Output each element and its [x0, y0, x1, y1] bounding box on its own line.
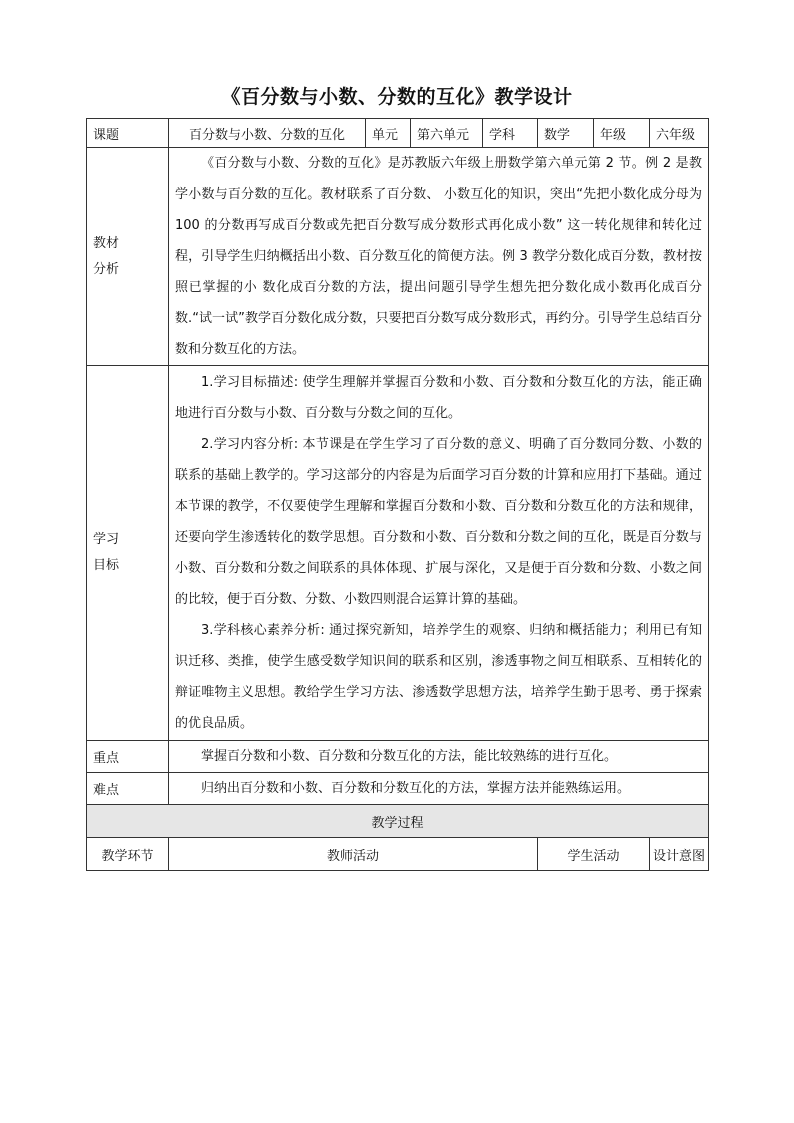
subject-label: 学科: [483, 119, 538, 148]
learning-goals-content: [169, 366, 709, 741]
learning-goal-paragraph-2: 2.学习内容分析: 本节课是在学生学习了百分数的意义、明确了百分数同分数、小数的联系的基础上教学的。学习这部分的内容是为后面学习百分数的计算和应用打下基础。通过本节课的教学，不仅要使学生理解和掌握百分数和小数、百分数和分数互化的方法和规律，还要向学生渗透转化的数学思想。百分数和小数、百分数和分数之间的互化，既是百分数与小数、百分数和分数之间联系的具体体现、扩展与深化，又是便于百分数和分数、小数之间的比较，便于百分数、分数、小数四则混合运算计算的基础。: [175, 437, 702, 607]
learning-goals-row: [87, 366, 709, 741]
unit-value: 第六单元: [411, 119, 483, 148]
process-columns-row: [87, 838, 709, 871]
topic-value: 百分数与小数、分数的互化: [169, 119, 366, 148]
material-analysis-row: [87, 148, 709, 366]
difficult-point-row: [87, 773, 709, 805]
topic-label: 课题: [87, 119, 169, 148]
material-analysis-content: [169, 148, 709, 366]
header-row: [87, 119, 709, 148]
subject-value: 数学: [538, 119, 594, 148]
key-point-content: [169, 741, 709, 773]
process-header-row: [87, 805, 709, 838]
lesson-plan-table: [86, 118, 709, 871]
process-column-stage: 教学环节: [87, 838, 169, 871]
material-analysis-label-line2: 分析: [93, 261, 120, 277]
grade-value: 六年级: [650, 119, 709, 148]
process-header: 教学过程: [87, 805, 709, 838]
process-column-student: 学生活动: [538, 838, 650, 871]
unit-label: 单元: [366, 119, 411, 148]
material-analysis-text: 《百分数与小数、分数的互化》是苏教版六年级上册数学第六单元第 2 节。例 2 是教学小数与百分数的互化。教材联系了百分数、 小数互化的知识，突出“先把小数化成分母为 100 的分数再写成百分数或先把百分数写成分数形式再化成小数” 这一转化规律和转化过程，引导学生归纳概括出小数、百分数互化的简便方法。例 3 教学分数化成百分数，教材按照已掌握的小 数化成百分数的方法，提出问题引导学生想先把分数化成小数再化成百分数.“试一试”教学百分数化成分数，只要把百分数写成分数形式，再约分。引导学生总结百分数和分数互化的方法。: [175, 156, 702, 357]
learning-goals-label: [87, 366, 169, 741]
learning-goals-label-line2: 目标: [93, 558, 120, 573]
document-title: 《百分数与小数、分数的互化》教学设计: [221, 86, 573, 108]
difficult-point-content: [169, 773, 709, 805]
key-point-label: 重点: [87, 741, 169, 773]
process-column-teacher: 教师活动: [169, 838, 538, 871]
material-analysis-label: [87, 148, 169, 366]
learning-goal-paragraph-1: 1.学习目标描述: 使学生理解并掌握百分数和小数、百分数和分数互化的方法，能正确地进行百分数与小数、百分数与分数之间的互化。: [175, 375, 702, 421]
key-point-text: 掌握百分数和小数、百分数和分数互化的方法，能比较熟练的进行互化。: [201, 749, 618, 764]
learning-goal-paragraph-3: 3.学科核心素养分析: 通过探究新知，培养学生的观察、归纳和概括能力；利用已有知识迁移、类推，使学生感受数学知识间的联系和区别，渗透事物之间互相联系、互相转化的辩证唯物主义思想。教给学生学习方法、渗透数学思想方法，培养学生勤于思考、勇于探索的优良品质。: [175, 623, 702, 731]
difficult-point-label: 难点: [87, 773, 169, 805]
learning-goals-label-line1: 学习: [93, 532, 120, 547]
material-analysis-label-line1: 教材: [93, 235, 120, 251]
grade-label: 年级: [594, 119, 650, 148]
process-column-intent: 设计意图: [650, 838, 709, 871]
difficult-point-text: 归纳出百分数和小数、百分数和分数互化的方法，掌握方法并能熟练运用。: [201, 781, 631, 796]
key-point-row: [87, 741, 709, 773]
